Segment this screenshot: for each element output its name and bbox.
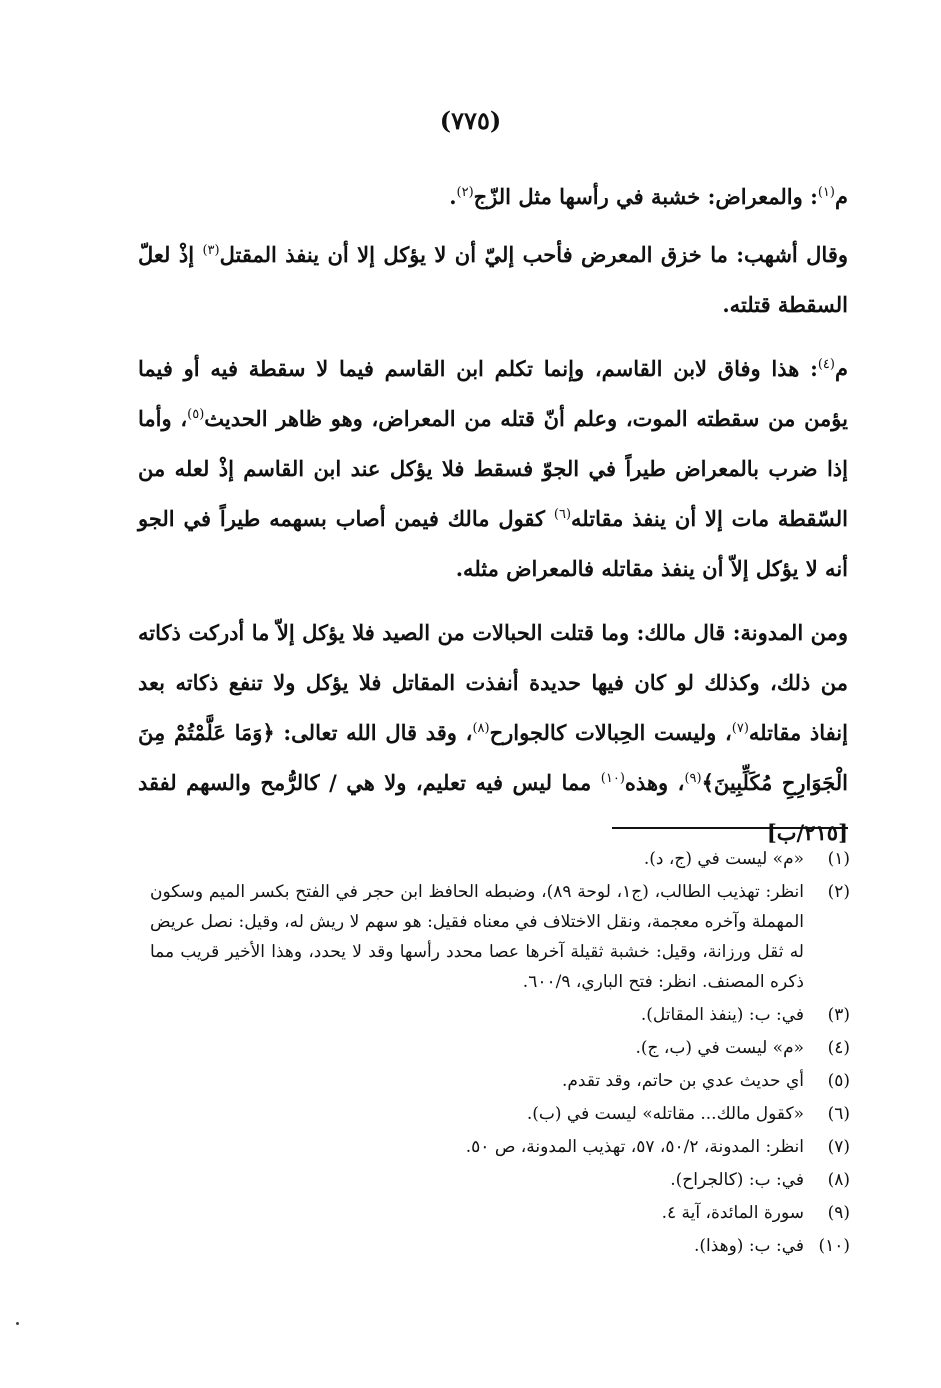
footnote-text: في: ب: (وهذا). [693, 1236, 804, 1256]
paragraph-text: ، وليست الحِبالات كالجوارح [489, 720, 732, 745]
footnote-item [150, 1231, 850, 1261]
footnote-text: في: ب: (ينفذ المقاتل). [640, 1005, 804, 1025]
folio-marker: [٢١٥/ب] [766, 820, 848, 845]
footnote-item [150, 1165, 850, 1195]
footnote-number: (٩) [827, 1203, 850, 1223]
footnote-number: (٨) [827, 1170, 850, 1190]
paragraph-text: كقول مالك فيمن أصاب بسهمه طيراً في الجو أنه لا يؤكل إلاّ أن ينفذ مقاتله فالمعراض مثله. [138, 506, 848, 581]
footnote-ref[interactable]: (٣) [202, 243, 220, 258]
footnote-item [150, 1066, 850, 1096]
footnote-number: (٦) [827, 1104, 850, 1124]
paragraph-text: : هذا وفاق لابن القاسم، وإنما تكلم ابن القاسم فيما لا سقطة فيه أو فيما يؤمن من سقطته الموت، وعلم أنّ قتله من المعراض، وهو ظاهر الحديث [138, 356, 848, 431]
scan-speck [16, 1322, 19, 1325]
paragraph-lead: م [834, 356, 848, 381]
footnote-ref[interactable]: (٩) [684, 771, 702, 786]
paragraph-4 [138, 608, 848, 858]
footnote-number: (١) [827, 849, 850, 869]
paragraph-text: ومن المدونة: قال مالك: وما قتلت الحبالات من الصيد فلا يؤكل إلاّ ما أدركت ذكاته من ذلك، وكذلك لو كان فيها حديدة أنفذت المقاتل فلا يؤكل ولا تنفع ذكاته بعد إنفاذ مقاتله [138, 620, 848, 745]
footnote-item [150, 1099, 850, 1129]
paragraph-text: وقال أشهب: ما خزق المعرض فأحب إليّ أن لا يؤكل إلا أن ينفذ المقتل [219, 242, 848, 267]
footnotes-list [150, 844, 850, 1264]
footnote-ref[interactable]: (٤) [817, 357, 835, 372]
footnote-item [150, 844, 850, 874]
footnote-ref[interactable]: (٨) [472, 721, 490, 736]
footnote-separator [612, 827, 848, 829]
footnote-ref[interactable]: (٢) [456, 185, 474, 200]
footnote-ref[interactable]: (١) [817, 185, 835, 200]
footnote-item [150, 1132, 850, 1162]
footnote-ref[interactable]: (٦) [553, 507, 572, 522]
main-text [138, 172, 848, 872]
footnote-text: «كقول مالك... مقاتله» ليست في (ب). [526, 1104, 804, 1124]
footnote-text: انظر: تهذيب الطالب، (ج١، لوحة ٨٩)، وضبطه الحافظ ابن حجر في الفتح بكسر الميم وسكون المهملة وآخره معجمة، ونقل الاختلاف في معناه فقيل: هو سهم لا ريش له، وقيل: نصل عريض له ثقل ورزانة، وقيل: خشبة ثقيلة آخرها عصا محدد رأسها وقد لا يحدد، وهذا الأخير قريب مما ذكره المصنف. انظر: فتح الباري، ٦٠٠/٩. [150, 882, 804, 992]
footnote-item [150, 1000, 850, 1030]
footnote-item [150, 877, 850, 997]
footnote-text: أي حديث عدي بن حاتم، وقد تقدم. [561, 1071, 804, 1091]
quran-quote: ، وقد قال الله تعالى: ﴿وَمَا عَلَّمْتُمْ مِنَ الْجَوَارِحِ مُكَلِّبِينَ﴾ [138, 720, 848, 795]
footnote-text: «م» ليست في (ج، د). [643, 849, 804, 869]
footnote-item [150, 1198, 850, 1228]
paragraph-text: ، وهذه [624, 770, 685, 795]
footnote-number: (٤) [827, 1038, 850, 1058]
paragraph-text: ، وأما إذا ضرب بالمعراض طيراً في الجوّ فسقط فلا يؤكل عند ابن القاسم إذْ لعله من السّقطة مات إلا أن ينفذ مقاتله [138, 406, 848, 531]
footnote-number: (١٠) [818, 1236, 850, 1256]
footnote-text: في: ب: (كالجراح). [670, 1170, 804, 1190]
footnote-text: «م» ليست في (ب، ج). [635, 1038, 804, 1058]
paragraph-3 [138, 344, 848, 594]
paragraph-text: مما ليس فيه تعليم، ولا هي / كالرُّمح والسهم لفقد [138, 770, 601, 795]
footnote-ref[interactable]: (١٠) [600, 771, 625, 786]
paragraph-text: : والمعراض: خشبة في رأسها مثل الزّج [473, 184, 818, 209]
paragraph-text: إذْ لعلّ السقطة قتلته. [138, 242, 848, 317]
paragraph-lead: م [834, 184, 848, 209]
footnote-number: (٥) [827, 1071, 850, 1091]
page-number: (٧٧٥) [439, 106, 502, 135]
footnote-number: (٣) [827, 1005, 850, 1025]
footnote-text: انظر: المدونة، ٥٠/٢، ٥٧، تهذيب المدونة، ص ٥٠. [465, 1137, 804, 1157]
footnote-text: سورة المائدة، آية ٤. [661, 1203, 804, 1223]
paragraph-1 [138, 172, 848, 222]
footnote-number: (٢) [827, 882, 850, 902]
paragraph-2 [138, 230, 848, 330]
footnote-number: (٧) [827, 1137, 850, 1157]
footnote-ref[interactable]: (٧) [731, 721, 749, 736]
footnote-item [150, 1033, 850, 1063]
footnote-ref[interactable]: (٥) [187, 407, 205, 422]
paragraph-text: . [449, 184, 457, 209]
